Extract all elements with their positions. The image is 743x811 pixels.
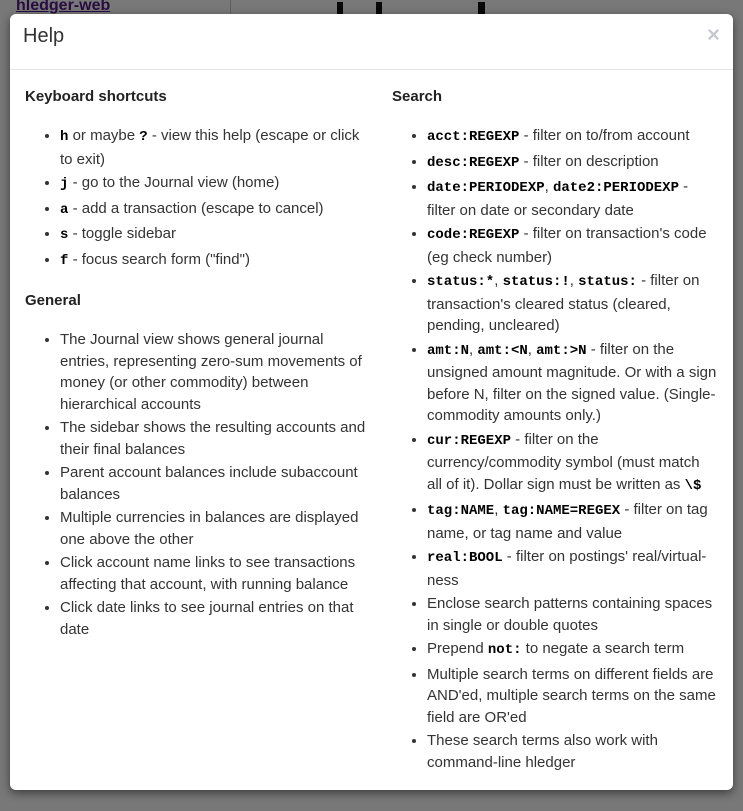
help-text: - view this help (escape or click to exit) — [60, 127, 360, 168]
help-text: - go to the Journal view (home) — [68, 174, 280, 191]
code-term: desc:REGEXP — [427, 154, 520, 171]
help-text: - filter on the unsigned amount magnitude. Or with a sign before N, filter on the signed value. (Single-commodity amounts only.) — [427, 340, 717, 424]
help-item — [427, 664, 718, 729]
help-item — [60, 223, 374, 247]
code-term: status:! — [502, 274, 570, 290]
help-item — [60, 249, 374, 273]
dialog-header — [10, 14, 733, 70]
help-item — [60, 597, 374, 640]
help-list — [392, 108, 718, 773]
help-list — [25, 108, 374, 272]
help-text: Click account name links to see transactions affecting that account, with running balance — [60, 554, 356, 593]
code-term: f — [60, 252, 69, 269]
code-term: amt:>N — [536, 342, 587, 359]
help-item — [60, 329, 374, 415]
help-text: - filter on to/from account — [519, 127, 690, 144]
code-term: ? — [139, 129, 148, 145]
help-text: - toggle sidebar — [68, 225, 176, 242]
code-term: tag:NAME=REGEX — [502, 503, 621, 519]
help-item — [60, 198, 374, 222]
code-term: acct:REGEXP — [427, 129, 520, 145]
help-text: , — [494, 272, 503, 289]
help-text: - filter on tag name, or tag name and value — [427, 501, 708, 542]
dialog-title: Help — [23, 25, 65, 47]
code-term: a — [60, 201, 69, 218]
help-text: These search terms also work with command-line hledger — [427, 732, 658, 771]
help-text: to negate a search term — [521, 640, 685, 657]
left-column — [25, 86, 374, 775]
help-text: , — [494, 501, 503, 518]
code-term: date:PERIODEXP — [427, 180, 545, 196]
help-section — [25, 274, 374, 640]
help-item — [427, 730, 718, 773]
help-item — [60, 417, 374, 460]
code-term: amt:N — [427, 342, 470, 359]
code-term: status: — [578, 274, 637, 290]
help-item — [427, 499, 718, 544]
help-item — [60, 552, 374, 595]
code-term: not: — [487, 642, 522, 658]
help-section — [25, 86, 374, 272]
help-text: - filter on description — [519, 152, 659, 170]
code-term: code:REGEXP — [427, 227, 520, 243]
help-item — [427, 270, 718, 337]
code-term: real:BOOL — [427, 550, 503, 566]
help-text: - filter on postings' real/virtual-ness — [427, 548, 707, 589]
help-text: - filter on transaction's code (eg check number) — [427, 225, 707, 266]
section-heading: General — [25, 292, 81, 309]
help-list — [25, 312, 374, 640]
help-item — [427, 125, 718, 149]
help-text: Multiple currencies in balances are displayed one above the other — [60, 509, 359, 548]
code-term: h — [60, 129, 69, 145]
section-heading: Keyboard shortcuts — [25, 88, 167, 105]
help-section — [392, 86, 718, 773]
help-item — [427, 339, 718, 427]
help-text: Click date links to see journal entries on that date — [60, 599, 354, 638]
close-icon: × — [707, 22, 720, 47]
help-text: or maybe — [68, 127, 140, 144]
code-term: tag:NAME — [427, 503, 495, 519]
help-item — [427, 223, 718, 268]
help-text: - add a transaction (escape to cancel) — [68, 199, 324, 217]
code-term: \$ — [684, 477, 702, 494]
code-term: j — [60, 176, 69, 192]
help-text: - focus search form ("find") — [68, 250, 250, 268]
help-item — [60, 172, 374, 196]
help-text: Multiple search terms on different fields are AND'ed, multiple search terms on the same field are OR'ed — [427, 665, 716, 726]
help-text: , — [469, 340, 478, 358]
help-text: Parent account balances include subaccount balances — [60, 464, 358, 503]
help-item — [427, 176, 718, 221]
help-item — [60, 125, 374, 170]
help-text: - filter on transaction's cleared status (cleared, pending, uncleared) — [427, 272, 700, 334]
code-term: status:* — [427, 274, 495, 290]
help-text: , — [569, 272, 579, 289]
help-text: - filter on date or secondary date — [427, 178, 689, 219]
help-text: - filter on the currency/commodity symbol (must match all of it). Dollar sign must be written as — [427, 430, 700, 493]
code-term: s — [60, 227, 69, 243]
help-text: Enclose search patterns containing spaces in single or double quotes — [427, 595, 713, 634]
help-text: Prepend — [427, 640, 488, 657]
code-term: cur:REGEXP — [427, 432, 512, 449]
help-text: The sidebar shows the resulting accounts and their final balances — [60, 419, 366, 458]
help-item — [427, 546, 718, 591]
help-item — [427, 429, 718, 498]
dialog-body — [10, 70, 733, 795]
help-dialog — [10, 14, 733, 790]
code-term: amt:<N — [477, 342, 528, 359]
help-item — [427, 593, 718, 636]
help-text: , — [544, 178, 553, 195]
help-item — [427, 638, 718, 662]
help-item — [60, 462, 374, 505]
close-button[interactable] — [707, 24, 720, 46]
help-text: , — [527, 340, 537, 358]
code-term: date2:PERIODEXP — [552, 180, 679, 196]
help-item — [427, 151, 718, 175]
section-heading: Search — [392, 88, 443, 105]
help-item — [60, 507, 374, 550]
help-text: The Journal view shows general journal entries, representing zero-sum movements of money (or other commodity) between hierarchical accounts — [60, 331, 362, 413]
right-column — [392, 86, 718, 775]
